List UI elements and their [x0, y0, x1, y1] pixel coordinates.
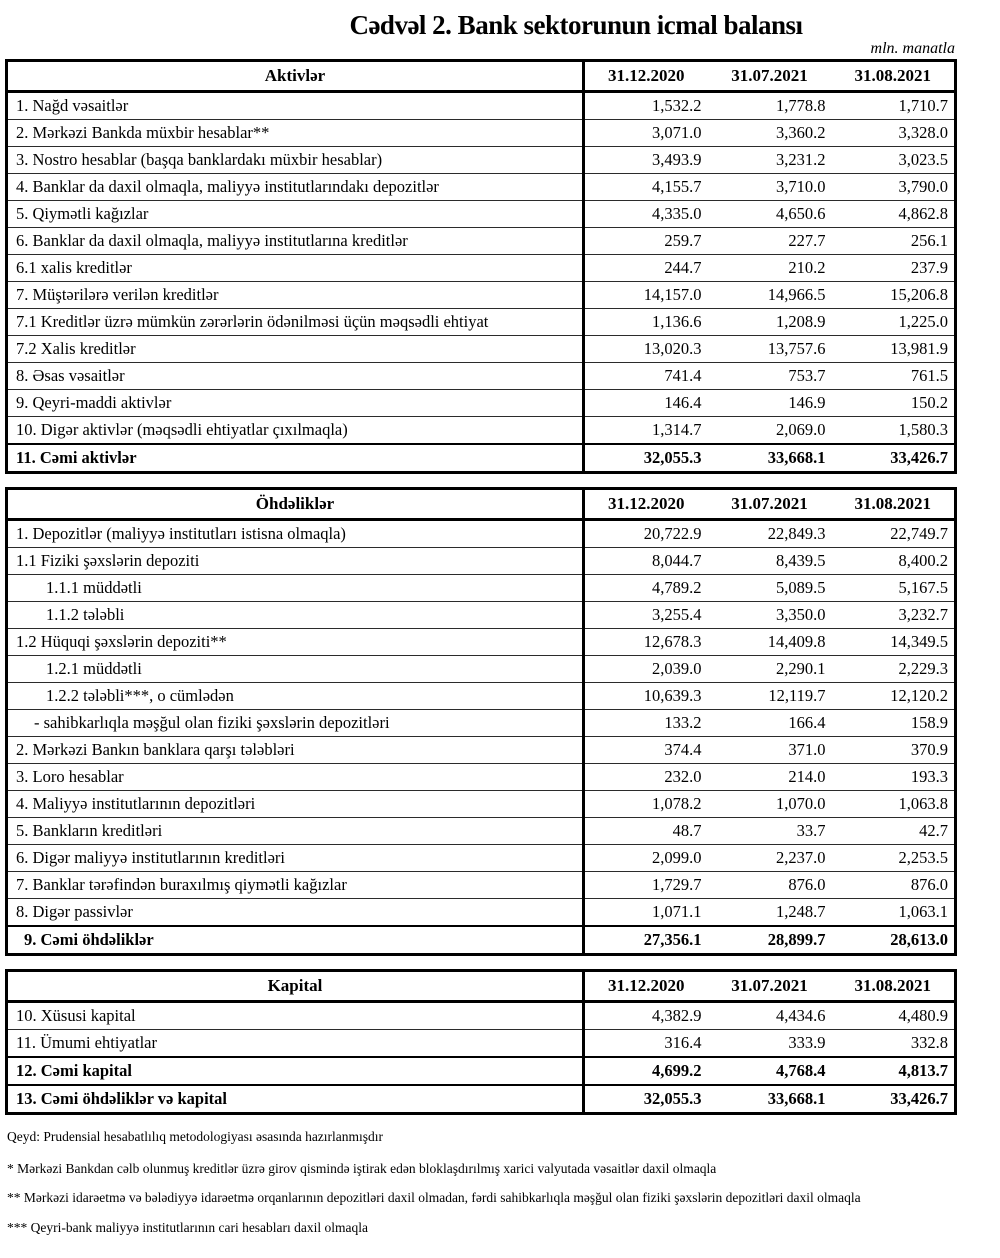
cell-value: 33,668.1: [707, 1085, 831, 1114]
table-row: [7, 737, 956, 764]
cell-value: 12,678.3: [583, 629, 707, 656]
cell-value: 214.0: [707, 764, 831, 791]
column-header: 31.12.2020: [583, 971, 707, 1002]
row-label: 1.2 Hüquqi şəxslərin depoziti**: [7, 629, 584, 656]
cell-value: 12,120.2: [831, 683, 955, 710]
cell-value: 33,426.7: [831, 1085, 955, 1114]
row-label: 1.1 Fiziki şəxslərin depoziti: [7, 548, 584, 575]
cell-value: 8,044.7: [583, 548, 707, 575]
cell-value: 332.8: [831, 1030, 955, 1058]
cell-value: 48.7: [583, 818, 707, 845]
cell-value: 3,232.7: [831, 602, 955, 629]
cell-value: 4,789.2: [583, 575, 707, 602]
cell-value: 158.9: [831, 710, 955, 737]
column-header: 31.12.2020: [583, 489, 707, 520]
row-label: 1. Nağd vəsaitlər: [7, 92, 584, 120]
row-label: 8. Digər passivlər: [7, 899, 584, 927]
row-label: 5. Qiymətli kağızlar: [7, 201, 584, 228]
cell-value: 3,255.4: [583, 602, 707, 629]
cell-value: 4,434.6: [707, 1002, 831, 1030]
cell-value: 4,699.2: [583, 1057, 707, 1085]
cell-value: 5,089.5: [707, 575, 831, 602]
cell-value: 1,729.7: [583, 872, 707, 899]
section-title: Kapital: [7, 971, 584, 1002]
row-label: 4. Banklar da daxil olmaqla, maliyyə institutlarındakı depozitlər: [7, 174, 584, 201]
section-table: [5, 59, 957, 474]
document-title: Cədvəl 2. Bank sektorunun icmal balansı: [349, 10, 803, 40]
table-row: [7, 336, 956, 363]
cell-value: 22,849.3: [707, 520, 831, 548]
cell-value: 1,071.1: [583, 899, 707, 927]
cell-value: 259.7: [583, 228, 707, 255]
table-row: [7, 520, 956, 548]
column-header: 31.08.2021: [831, 971, 955, 1002]
cell-value: 4,650.6: [707, 201, 831, 228]
cell-value: 4,862.8: [831, 201, 955, 228]
cell-value: 14,409.8: [707, 629, 831, 656]
cell-value: 237.9: [831, 255, 955, 282]
cell-value: 33.7: [707, 818, 831, 845]
cell-value: 1,710.7: [831, 92, 955, 120]
cell-value: 370.9: [831, 737, 955, 764]
cell-value: 14,966.5: [707, 282, 831, 309]
table-row: [7, 417, 956, 445]
table-row: [7, 764, 956, 791]
column-header: 31.08.2021: [831, 489, 955, 520]
table-row: [7, 926, 956, 955]
footnote-line: *** Qeyri-bank maliyyə institutlarının cari hesabları daxil olmaqla: [7, 1219, 369, 1235]
cell-value: 1,208.9: [707, 309, 831, 336]
cell-value: 13,981.9: [831, 336, 955, 363]
cell-value: 4,768.4: [707, 1057, 831, 1085]
table-row: [7, 872, 956, 899]
cell-value: 1,063.8: [831, 791, 955, 818]
cell-value: 32,055.3: [583, 1085, 707, 1114]
row-label: 11. Cəmi aktivlər: [7, 444, 584, 473]
cell-value: 13,020.3: [583, 336, 707, 363]
column-header: 31.07.2021: [707, 971, 831, 1002]
row-label: 8. Əsas vəsaitlər: [7, 363, 584, 390]
cell-value: 193.3: [831, 764, 955, 791]
column-header: 31.07.2021: [707, 61, 831, 92]
cell-value: 1,314.7: [583, 417, 707, 445]
cell-value: 1,778.8: [707, 92, 831, 120]
cell-value: 5,167.5: [831, 575, 955, 602]
cell-value: 2,099.0: [583, 845, 707, 872]
cell-value: 1,580.3: [831, 417, 955, 445]
table-row: [7, 444, 956, 473]
cell-value: 761.5: [831, 363, 955, 390]
table-row: [7, 1057, 956, 1085]
row-label: 1.1.2 tələbli: [7, 602, 584, 629]
section-table: [5, 969, 957, 1115]
table-row: [7, 201, 956, 228]
cell-value: 1,532.2: [583, 92, 707, 120]
table-row: [7, 602, 956, 629]
cell-value: 20,722.9: [583, 520, 707, 548]
row-label: 10. Xüsusi kapital: [7, 1002, 584, 1030]
unit-label: mln. manatla: [870, 40, 955, 57]
cell-value: 4,335.0: [583, 201, 707, 228]
cell-value: 150.2: [831, 390, 955, 417]
row-label: 5. Bankların kreditləri: [7, 818, 584, 845]
table-row: [7, 174, 956, 201]
cell-value: 3,023.5: [831, 147, 955, 174]
cell-value: 3,710.0: [707, 174, 831, 201]
table-row: [7, 390, 956, 417]
cell-value: 3,360.2: [707, 120, 831, 147]
cell-value: 10,639.3: [583, 683, 707, 710]
cell-value: 876.0: [831, 872, 955, 899]
cell-value: 1,225.0: [831, 309, 955, 336]
cell-value: 244.7: [583, 255, 707, 282]
cell-value: 4,155.7: [583, 174, 707, 201]
column-header: 31.07.2021: [707, 489, 831, 520]
footnote-line: ** Mərkəzi idarəetmə və bələdiyyə idarəetmə orqanlarının depozitləri daxil olmadan, fərdi sahibkarlıqla məşğul olan fiziki şəxslərin depozitləri daxil olmaqla: [7, 1190, 861, 1206]
cell-value: 3,790.0: [831, 174, 955, 201]
row-label: 2. Mərkəzi Bankda müxbir hesablar**: [7, 120, 584, 147]
cell-value: 8,400.2: [831, 548, 955, 575]
table-row: [7, 899, 956, 927]
cell-value: 4,813.7: [831, 1057, 955, 1085]
cell-value: 2,039.0: [583, 656, 707, 683]
footnote-line: * Mərkəzi Bankdan cəlb olunmuş kreditlər üzrə girov qismində iştirak edən bloklaşdırılmış xarici valyutada vəsaitlər daxil olmaqla: [7, 1161, 717, 1177]
table-row: [7, 818, 956, 845]
row-label: 11. Ümumi ehtiyatlar: [7, 1030, 584, 1058]
cell-value: 2,237.0: [707, 845, 831, 872]
table-row: [7, 710, 956, 737]
cell-value: 32,055.3: [583, 444, 707, 473]
cell-value: 146.9: [707, 390, 831, 417]
cell-value: 22,749.7: [831, 520, 955, 548]
row-label: 7.1 Kreditlər üzrə mümkün zərərlərin ödənilməsi üçün məqsədli ehtiyat: [7, 309, 584, 336]
cell-value: 146.4: [583, 390, 707, 417]
cell-value: 33,668.1: [707, 444, 831, 473]
cell-value: 2,229.3: [831, 656, 955, 683]
cell-value: 1,248.7: [707, 899, 831, 927]
cell-value: 1,063.1: [831, 899, 955, 927]
cell-value: 1,136.6: [583, 309, 707, 336]
table-row: [7, 1030, 956, 1058]
row-label: 2. Mərkəzi Bankın banklara qarşı tələbləri: [7, 737, 584, 764]
cell-value: 316.4: [583, 1030, 707, 1058]
table-row: [7, 228, 956, 255]
cell-value: 876.0: [707, 872, 831, 899]
cell-value: 4,382.9: [583, 1002, 707, 1030]
cell-value: 2,069.0: [707, 417, 831, 445]
cell-value: 3,350.0: [707, 602, 831, 629]
cell-value: 3,231.2: [707, 147, 831, 174]
table-row: [7, 120, 956, 147]
cell-value: 333.9: [707, 1030, 831, 1058]
cell-value: 210.2: [707, 255, 831, 282]
cell-value: 1,078.2: [583, 791, 707, 818]
table-row: [7, 92, 956, 120]
cell-value: 12,119.7: [707, 683, 831, 710]
cell-value: 166.4: [707, 710, 831, 737]
section-title: Aktivlər: [7, 61, 584, 92]
section-table: [5, 487, 957, 956]
column-header: 31.12.2020: [583, 61, 707, 92]
column-header: 31.08.2021: [831, 61, 955, 92]
section-header-row: [7, 971, 956, 1002]
cell-value: 753.7: [707, 363, 831, 390]
cell-value: 3,071.0: [583, 120, 707, 147]
row-label: 4. Maliyyə institutlarının depozitləri: [7, 791, 584, 818]
row-label: 10. Digər aktivlər (məqsədli ehtiyatlar çıxılmaqla): [7, 417, 584, 445]
cell-value: 232.0: [583, 764, 707, 791]
cell-value: 741.4: [583, 363, 707, 390]
row-label: 9. Cəmi öhdəliklər: [7, 926, 584, 955]
cell-value: 374.4: [583, 737, 707, 764]
cell-value: 8,439.5: [707, 548, 831, 575]
row-label: 1.2.1 müddətli: [7, 656, 584, 683]
row-label: 1.1.1 müddətli: [7, 575, 584, 602]
table-row: [7, 363, 956, 390]
cell-value: 28,613.0: [831, 926, 955, 955]
row-label: - sahibkarlıqla məşğul olan fiziki şəxslərin depozitləri: [7, 710, 584, 737]
table-row: [7, 1085, 956, 1114]
footnote-line: Qeyd: Prudensial hesabatlılıq metodologiyası əsasında hazırlanmışdır: [7, 1129, 384, 1144]
table-row: [7, 1002, 956, 1030]
cell-value: 14,157.0: [583, 282, 707, 309]
cell-value: 28,899.7: [707, 926, 831, 955]
row-label: 7.2 Xalis kreditlər: [7, 336, 584, 363]
row-label: 7. Banklar tərəfindən buraxılmış qiymətli kağızlar: [7, 872, 584, 899]
row-label: 9. Qeyri-maddi aktivlər: [7, 390, 584, 417]
row-label: 1.2.2 tələbli***, o cümlədən: [7, 683, 584, 710]
cell-value: 371.0: [707, 737, 831, 764]
cell-value: 42.7: [831, 818, 955, 845]
table-row: [7, 575, 956, 602]
row-label: 6. Banklar da daxil olmaqla, maliyyə institutlarına kreditlər: [7, 228, 584, 255]
section-title: Öhdəliklər: [7, 489, 584, 520]
row-label: 3. Nostro hesablar (başqa banklardakı müxbir hesablar): [7, 147, 584, 174]
table-row: [7, 656, 956, 683]
row-label: 6. Digər maliyyə institutlarının kreditləri: [7, 845, 584, 872]
table-row: [7, 791, 956, 818]
cell-value: 3,328.0: [831, 120, 955, 147]
cell-value: 14,349.5: [831, 629, 955, 656]
table-row: [7, 309, 956, 336]
cell-value: 227.7: [707, 228, 831, 255]
cell-value: 3,493.9: [583, 147, 707, 174]
row-label: 3. Loro hesablar: [7, 764, 584, 791]
cell-value: 133.2: [583, 710, 707, 737]
cell-value: 13,757.6: [707, 336, 831, 363]
table-row: [7, 845, 956, 872]
cell-value: 27,356.1: [583, 926, 707, 955]
table-row: [7, 147, 956, 174]
cell-value: 2,253.5: [831, 845, 955, 872]
table-row: [7, 629, 956, 656]
cell-value: 1,070.0: [707, 791, 831, 818]
section-header-row: [7, 489, 956, 520]
table-row: [7, 255, 956, 282]
table-row: [7, 548, 956, 575]
cell-value: 4,480.9: [831, 1002, 955, 1030]
cell-value: 33,426.7: [831, 444, 955, 473]
balance-tables: [5, 59, 957, 1115]
cell-value: 2,290.1: [707, 656, 831, 683]
table-row: [7, 683, 956, 710]
row-label: 7. Müştərilərə verilən kreditlər: [7, 282, 584, 309]
section-header-row: [7, 61, 956, 92]
row-label: 6.1 xalis kreditlər: [7, 255, 584, 282]
footnotes: [5, 1128, 957, 1237]
cell-value: 256.1: [831, 228, 955, 255]
row-label: 13. Cəmi öhdəliklər və kapital: [7, 1085, 584, 1114]
row-label: 1. Depozitlər (maliyyə institutları istisna olmaqla): [7, 520, 584, 548]
table-row: [7, 282, 956, 309]
cell-value: 15,206.8: [831, 282, 955, 309]
row-label: 12. Cəmi kapital: [7, 1057, 584, 1085]
